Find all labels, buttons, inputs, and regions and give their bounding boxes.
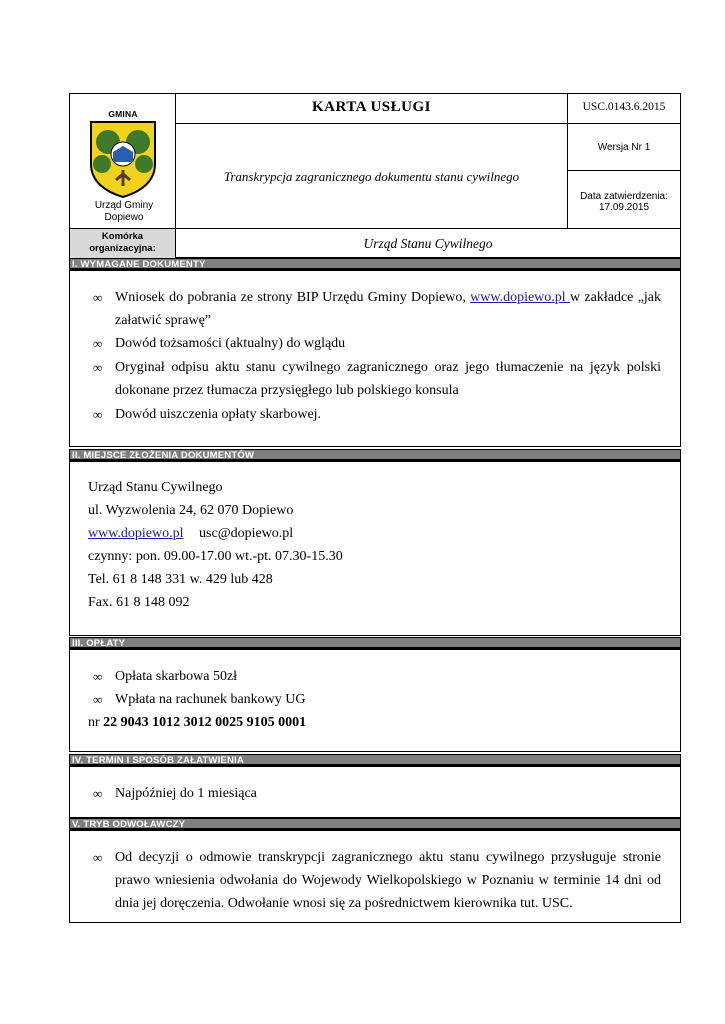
- document-code: USC.0143.6.2015: [582, 101, 666, 113]
- s1-item2: Dowód tożsamości (aktualny) do wglądu: [115, 336, 346, 351]
- email-text: usc@dopiewo.pl: [199, 526, 294, 541]
- coat-of-arms-icon: [88, 120, 158, 198]
- s1-item1-text-a: Wniosek do pobrania ze strony BIP Urzędu Gminy Dopiewo,: [115, 290, 466, 305]
- header-rule-2: [567, 170, 680, 171]
- s1-item3: Oryginał odpisu aktu stanu cywilnego zagranicznego oraz jego tłumaczenie na język polski dokonane przez tłumacza przysięgłego lub polskiego konsula: [115, 360, 661, 398]
- s2-tel: Tel. 61 8 148 331 w. 429 lub 428: [88, 572, 273, 587]
- section-4-bar: [69, 754, 681, 765]
- header-rule-1: [175, 123, 680, 124]
- bip-link[interactable]: www.dopiewo.pl: [470, 290, 570, 305]
- section-5-title: V. TRYB ODWOŁAWCZY: [72, 819, 186, 830]
- version: Wersja Nr 1: [597, 142, 651, 153]
- section-3-title: III. OPŁATY: [72, 638, 126, 649]
- approval-date: 17.09.2015: [598, 202, 650, 213]
- s1-item4: Dowód uiszczenia opłaty skarbowej.: [115, 407, 322, 422]
- s2-hours: czynny: pon. 09.00-17.00 wt.-pt. 07.30-15.30: [88, 549, 343, 564]
- bullet-icon: ∞: [93, 336, 103, 351]
- service-name: Transkrypcja zagranicznego dokumentu stanu cywilnego: [223, 169, 520, 184]
- bullet-icon: ∞: [93, 850, 103, 865]
- card-title: KARTA USŁUGI: [312, 99, 431, 115]
- s1-item1-text-b: w zakładce „jak załatwić sprawę”: [115, 290, 662, 328]
- bullet-icon: ∞: [93, 692, 103, 707]
- s2-fax: Fax. 61 8 148 092: [88, 595, 190, 610]
- logo-text: GMINA: [108, 109, 138, 119]
- s2-line1: Urząd Stanu Cywilnego: [88, 480, 223, 495]
- website-link[interactable]: www.dopiewo.pl: [88, 526, 184, 541]
- s3-item1: Opłata skarbowa 50zł: [115, 669, 238, 684]
- unit-label: Komórka organizacyjna:: [89, 231, 156, 254]
- office-name: Urząd Gminy Dopiewo: [94, 200, 154, 223]
- section-5-bar: [69, 818, 681, 829]
- section-2-title: II. MIEJSCE ZŁOŻENIA DOKUMENTÓW: [72, 450, 255, 461]
- bullet-icon: ∞: [93, 290, 103, 305]
- s3-account: [88, 711, 306, 734]
- s1-item1: [115, 286, 661, 332]
- section-1-bar: [69, 258, 681, 269]
- approval-label: Data zatwierdzenia:: [580, 191, 668, 202]
- s2-line2: ul. Wyzwolenia 24, 62 070 Dopiewo: [88, 503, 294, 518]
- section-1-title: I. WYMAGANE DOKUMENTY: [72, 259, 206, 270]
- bullet-icon: ∞: [93, 360, 103, 375]
- s4-item1: Najpóźniej do 1 miesiąca: [115, 786, 257, 801]
- section-2-bar: [69, 449, 681, 460]
- bullet-icon: ∞: [93, 786, 103, 801]
- section-3-bar: [69, 637, 681, 648]
- bullet-icon: ∞: [93, 669, 103, 684]
- account-prefix: nr: [88, 715, 100, 730]
- bullet-icon: ∞: [93, 407, 103, 422]
- s2-contact: [88, 522, 293, 545]
- section-4-title: IV. TERMIN I SPOSÓB ZAŁATWIENIA: [72, 755, 244, 766]
- account-number: 22 9043 1012 3012 0025 9105 0001: [103, 715, 307, 730]
- unit-value: Urząd Stanu Cywilnego: [363, 236, 493, 251]
- s5-item1: Od decyzji o odmowie transkrypcji zagranicznego aktu stanu cywilnego przysługuje stronie prawo wniesienia odwołania do Wojewody Wielkopolskiego w Poznaniu w terminie 14 dni od dnia jej doręczenia. Odwołanie wnosi się za pośrednictwem kierownika tut. USC.: [115, 850, 661, 911]
- s3-item2: Wpłata na rachunek bankowy UG: [115, 692, 306, 707]
